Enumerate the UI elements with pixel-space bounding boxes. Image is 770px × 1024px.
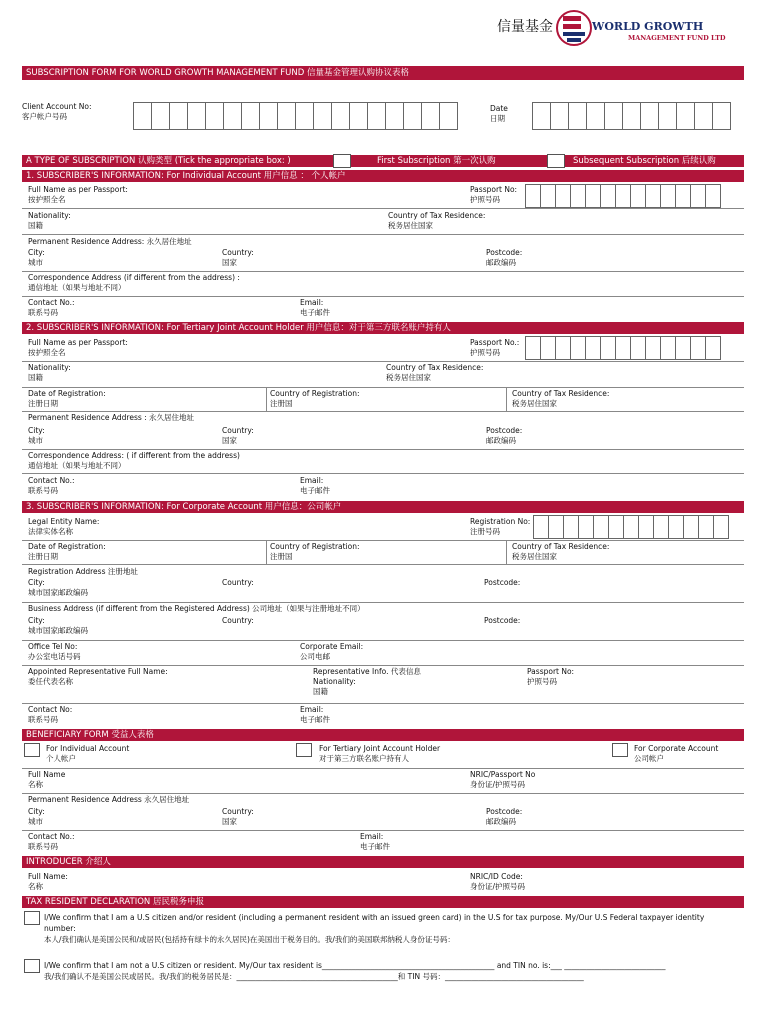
ben-country: Country: 国家	[222, 807, 254, 826]
logo-english-2: MANAGEMENT FUND LTD	[628, 34, 726, 42]
ben-individual-checkbox[interactable]	[24, 743, 40, 757]
s3-business-address: Business Address (if different from the Registered Address) 公司地址（如果与注册地址不同）	[28, 604, 365, 613]
divider	[22, 564, 744, 565]
tax-bar: TAX RESIDENT DECLARATION 居民税务申报	[22, 896, 744, 908]
divider	[22, 271, 744, 272]
client-account-label: Client Account No: 客户帐户号码	[22, 102, 92, 121]
subsequent-subscription-checkbox[interactable]	[547, 154, 565, 168]
section-1-bar: 1. SUBSCRIBER'S INFORMATION: For Individual Account 用户信息 ： 个人帐户	[22, 170, 744, 182]
ben-corporate-label: For Corporate Account 公司帐户	[634, 744, 719, 763]
s3-tax-residence: Country of Tax Residence: 税务居住国家	[512, 542, 610, 561]
s1-correspondence: Correspondence Address (if different from the address) : 通信地址（如果与地址不同）	[28, 273, 240, 292]
s2-country: Country: 国家	[222, 426, 254, 445]
beneficiary-bar: BENEFICIARY FORM 受益人表格	[22, 729, 744, 741]
s1-country: Country: 国家	[222, 248, 254, 267]
divider	[22, 234, 744, 235]
divider	[22, 540, 744, 541]
s3-city: City: 城市国家邮政编码	[28, 578, 88, 597]
divider	[22, 793, 744, 794]
ben-city: City: 城市	[28, 807, 45, 826]
s3-appointed-rep: Appointed Representative Full Name: 委任代表名称	[28, 667, 168, 686]
s1-tax-residence: Country of Tax Residence: 税务居住国家	[388, 211, 486, 230]
date-cells[interactable]	[532, 102, 730, 130]
ben-full-name: Full Name 名称	[28, 770, 66, 789]
divider	[22, 473, 744, 474]
first-subscription-checkbox[interactable]	[333, 154, 351, 168]
divider	[506, 387, 507, 411]
s2-nationality: Nationality: 国籍	[28, 363, 71, 382]
s1-passport-cells[interactable]	[525, 184, 720, 208]
ben-email: Email: 电子邮件	[360, 832, 390, 851]
s2-perm-address: Permanent Residence Address : 永久居住地址	[28, 413, 195, 422]
ben-nric: NRIC/Passport No 身份证/护照号码	[470, 770, 536, 789]
tax-non-us-checkbox[interactable]	[24, 959, 40, 973]
s3-country-registration: Country of Registration: 注册国	[270, 542, 360, 561]
divider	[22, 602, 744, 603]
company-logo	[555, 8, 593, 48]
s1-contact: Contact No.: 联系号码	[28, 298, 75, 317]
s1-city: City: 城市	[28, 248, 45, 267]
ben-postcode: Postcode: 邮政编码	[486, 807, 523, 826]
divider	[22, 449, 744, 450]
divider	[266, 540, 267, 564]
form-title-bar: SUBSCRIPTION FORM FOR WORLD GROWTH MANAGEMENT FUND 信量基金管理认购协议表格	[22, 66, 744, 80]
s2-postcode: Postcode: 邮政编码	[486, 426, 523, 445]
logo-chinese: 信量基金	[497, 19, 553, 35]
s3-rep-info: Representative Info. 代表信息 Nationality: 国籍	[313, 667, 421, 696]
ben-tertiary-label: For Tertiary Joint Account Holder 对于第三方联名账户持有人	[319, 744, 441, 763]
s2-tax-residence: Country of Tax Residence: 税务居住国家	[386, 363, 484, 382]
s3-country: Country:	[222, 578, 254, 587]
tax-non-us-statement: I/We confirm that I am not a U.S citizen or resident. My/Our tax resident is______________________________________________ and TIN no. is:___ ___________________________ 我/我们确认不是美国公民或居民。我/我们的税务居民是：___________________________________________和 TIN 号码：_____________________________________	[44, 961, 666, 981]
s2-contact: Contact No.: 联系号码	[28, 476, 75, 495]
s3-postcode: Postcode:	[484, 578, 521, 587]
divider	[22, 208, 744, 209]
s2-full-name: Full Name as per Passport: 按护照全名	[28, 338, 128, 357]
section-3-bar: 3. SUBSCRIBER'S INFORMATION: For Corporate Account 用户信息：公司帐户	[22, 501, 744, 513]
s2-city: City: 城市	[28, 426, 45, 445]
divider	[22, 665, 744, 666]
divider	[22, 830, 744, 831]
s1-perm-address: Permanent Residence Address: 永久居住地址	[28, 237, 192, 246]
tax-us-checkbox[interactable]	[24, 911, 40, 925]
subsequent-subscription-label: Subsequent Subscription 后续认购	[573, 156, 716, 166]
ben-corporate-checkbox[interactable]	[612, 743, 628, 757]
divider	[22, 640, 744, 641]
ben-individual-label: For Individual Account 个人帐户	[46, 744, 130, 763]
tax-us-statement: I/We confirm that I am a U.S citizen and/or resident (including a permanent resident with an issued green card) in the U.S for tax purpose. My/Our U.S Federal taxpayer identity number: 本人/我们确认是美国公民和/或居民(包括持有绿卡的永久居民)在美国出于税务目的。我/我们的美国联邦纳税人身份证号码：	[44, 913, 705, 944]
divider	[22, 387, 744, 388]
s3-corporate-email: Corporate Email: 公司电邮	[300, 642, 364, 661]
date-label: Date 日期	[490, 104, 508, 123]
divider	[506, 540, 507, 564]
logo-english-1: WORLD GROWTH	[592, 20, 704, 33]
divider	[22, 703, 744, 704]
intro-full-name: Full Name: 名称	[28, 872, 68, 891]
ben-perm-address: Permanent Residence Address 永久居住地址	[28, 795, 190, 804]
s2-tax-residence-2: Country of Tax Residence: 税务居住国家	[512, 389, 610, 408]
s2-country-registration: Country of Registration: 注册国	[270, 389, 360, 408]
s3-legal-name: Legal Entity Name: 法律实体名称	[28, 517, 100, 536]
subscription-type-bar: A TYPE OF SUBSCRIPTION 认购类型 (Tick the appropriate box: )	[22, 155, 744, 167]
section-2-bar: 2. SUBSCRIBER'S INFORMATION: For Tertiary Joint Account Holder 用户信息：对于第三方联名账户持有人	[22, 322, 744, 334]
first-subscription-label: First Subscription 第一次认购	[377, 156, 496, 166]
s1-nationality: Nationality: 国籍	[28, 211, 71, 230]
introducer-bar: INTRODUCER 介绍人	[22, 856, 744, 868]
s3-postcode-2: Postcode:	[484, 616, 521, 625]
divider	[266, 387, 267, 411]
s3-contact: Contact No: 联系号码	[28, 705, 73, 724]
s2-passport-cells[interactable]	[525, 336, 720, 360]
intro-nric: NRIC/ID Code: 身份证/护照号码	[470, 872, 526, 891]
divider	[22, 361, 744, 362]
client-account-cells[interactable]	[133, 102, 457, 130]
divider	[22, 768, 744, 769]
s3-date-registration: Date of Registration: 注册日期	[28, 542, 106, 561]
s3-registration-address: Registration Address 注册地址	[28, 567, 138, 576]
s3-rep-passport: Passport No: 护照号码	[527, 667, 575, 686]
s2-passport: Passport No.: 护照号码	[470, 338, 520, 357]
s1-postcode: Postcode: 邮政编码	[486, 248, 523, 267]
s3-email: Email: 电子邮件	[300, 705, 330, 724]
s3-office-tel: Office Tel No: 办公室电话号码	[28, 642, 81, 661]
divider	[22, 411, 744, 412]
s2-email: Email: 电子邮件	[300, 476, 330, 495]
s1-passport: Passport No: 护照号码	[470, 185, 518, 204]
s1-full-name: Full Name as per Passport: 按护照全名	[28, 185, 128, 204]
divider	[22, 296, 744, 297]
s3-registration-no: Registration No: 注册号码	[470, 517, 531, 536]
s3-country-2: Country:	[222, 616, 254, 625]
ben-tertiary-checkbox[interactable]	[296, 743, 312, 757]
s3-registration-cells[interactable]	[533, 515, 728, 539]
s2-correspondence: Correspondence Address: ( if different from the address) 通信地址（如果与地址不同）	[28, 451, 240, 470]
s2-date-registration: Date of Registration: 注册日期	[28, 389, 106, 408]
s1-email: Email: 电子邮件	[300, 298, 330, 317]
s3-city-2: City: 城市国家邮政编码	[28, 616, 88, 635]
ben-contact: Contact No.: 联系号码	[28, 832, 75, 851]
